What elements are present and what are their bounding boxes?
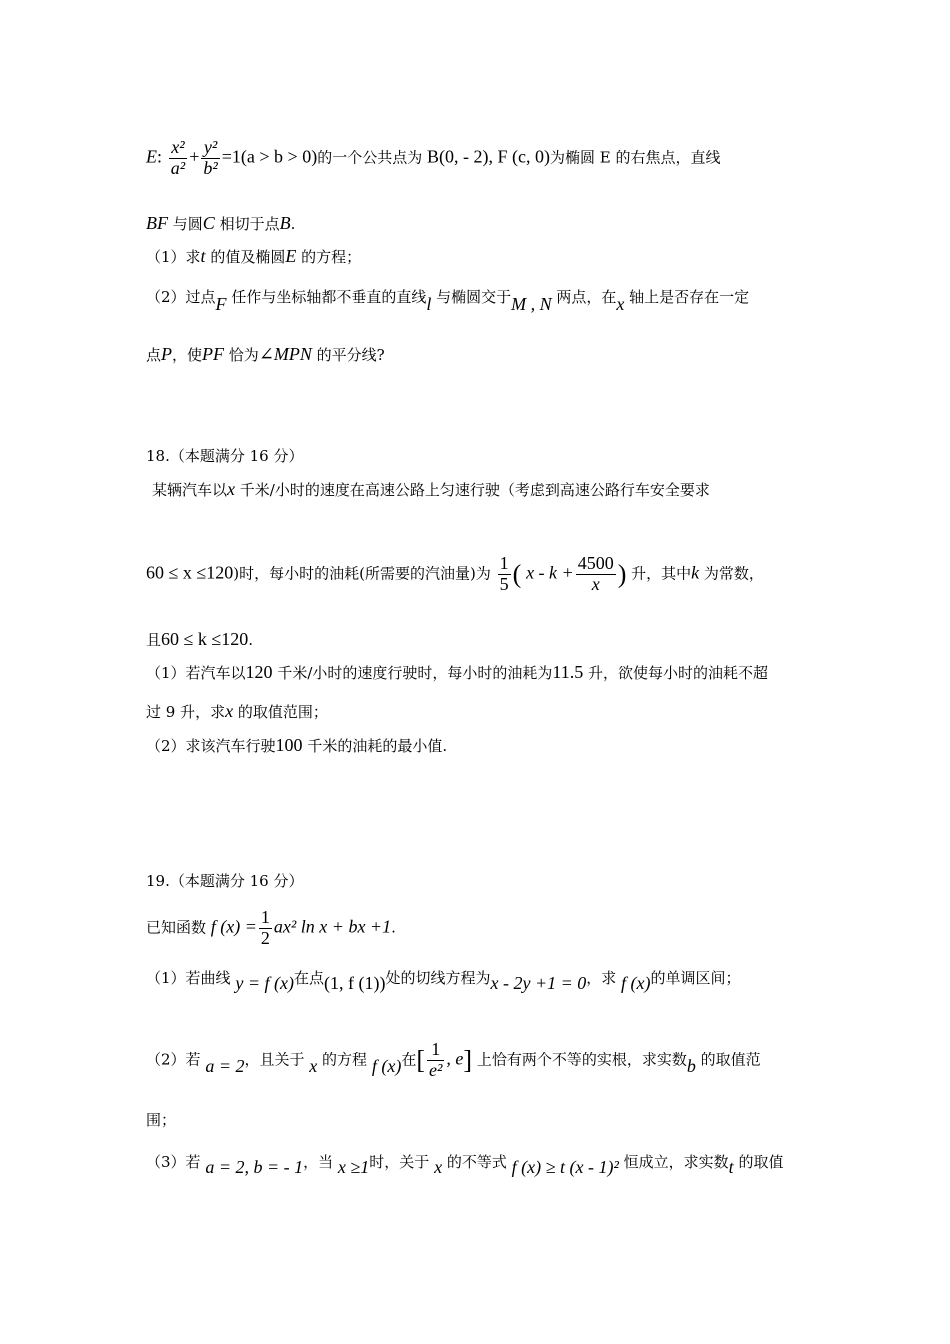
math-text: x - k + (526, 562, 574, 583)
question-19-heading: 19.（本题满分 16 分） (146, 872, 304, 890)
math-text: 11.5 (552, 662, 584, 682)
body-text: 千米/小时的速度在高速公路上匀速行驶（考虑到高速公路行车安全要求 (235, 481, 710, 499)
fraction (498, 554, 511, 595)
math-text: : (157, 146, 163, 167)
math-text: BF (146, 213, 168, 233)
text-line (146, 214, 295, 232)
fraction (201, 138, 219, 179)
body-text: 时，关于 (369, 1153, 430, 1171)
math-text: f (x) = (210, 916, 257, 937)
math-text: x (309, 1056, 318, 1077)
math-text: l (426, 294, 432, 314)
denominator: 5 (499, 573, 509, 594)
math-text: x (434, 1157, 443, 1177)
math-text: M , N (511, 294, 552, 314)
body-text: 两点，在 (551, 288, 617, 306)
body-text: 恰为 (224, 346, 259, 364)
body-text: 升，欲使每小时的油耗不超 (583, 664, 768, 682)
body-text: 升，其中 (626, 564, 692, 583)
text-line (146, 702, 328, 720)
text-line (146, 1040, 761, 1081)
body-text: . (290, 215, 296, 233)
text-line (146, 554, 764, 595)
body-text: （1）求 (146, 248, 201, 266)
math-text: k (691, 562, 700, 583)
numerator: 1 (427, 1040, 444, 1061)
body-text: ，求 (586, 969, 617, 987)
text-line (146, 736, 447, 754)
body-text: 轴上是否存在一定 (624, 288, 750, 306)
text-line (146, 345, 385, 363)
body-text: . (248, 631, 254, 649)
body-text: 与椭圆交于 (431, 288, 512, 306)
body-text: （2）过点 (146, 288, 216, 306)
text-line (146, 1152, 784, 1177)
text-line (146, 630, 253, 648)
denominator: 2 (260, 927, 270, 948)
body-text: 与圆 (168, 215, 203, 233)
body-text: ，使 (172, 346, 203, 364)
body-text: 的值及椭圆 (205, 248, 286, 266)
math-text: B (279, 213, 291, 233)
math-text: a = 2 (205, 1056, 245, 1077)
body-text: 在点 (293, 969, 324, 987)
math-text: x - 2y +1 = 0 (490, 973, 587, 993)
body-text: ，且关于 (244, 1050, 305, 1069)
body-text: 的一个公共点为 (317, 148, 423, 167)
math-text: =1(a > b > 0) (221, 146, 318, 167)
math-text: 60 ≤ k ≤120 (161, 629, 249, 649)
numerator: y² (201, 138, 219, 159)
math-text: (1, f (1)) (323, 973, 386, 993)
math-text: f (x) (371, 1056, 402, 1077)
body-text: （1）若汽车以 (146, 664, 246, 682)
numerator: 1 (260, 907, 270, 927)
math-text: + (189, 146, 200, 167)
math-text: [ (416, 1045, 426, 1075)
body-text: 的方程； (296, 248, 362, 266)
math-text: f (x) (621, 973, 651, 993)
math-text: ) (617, 559, 627, 589)
math-text: F (215, 294, 227, 314)
body-text: )时，每小时的油耗(所需要的汽油量)为 (233, 564, 491, 583)
fraction (169, 138, 187, 179)
math-text: t (200, 246, 206, 266)
math-text: y = f (x) (235, 973, 294, 993)
body-text: 且 (146, 631, 162, 649)
numerator: x² (169, 138, 187, 159)
body-text: 处的切线方程为 (385, 969, 491, 987)
body-text: （3）若 (146, 1153, 201, 1171)
numerator: 1 (499, 553, 509, 573)
math-text: 100 (275, 735, 303, 755)
body-text: 的方程 (317, 1050, 368, 1069)
text-line (146, 968, 741, 993)
text-line: 围； (146, 1111, 177, 1129)
math-text: ] (463, 1045, 473, 1075)
body-text: （2）求该汽车行驶 (146, 737, 276, 755)
body-text: 的取值范 (695, 1050, 761, 1069)
body-text: 恒成立，求实数 (618, 1153, 729, 1171)
ellipse-definition-line (146, 138, 720, 179)
body-text: （1）若曲线 (146, 969, 231, 987)
body-text: 的平分线? (311, 346, 385, 364)
math-text: , e (446, 1048, 464, 1069)
math-text: ∠MPN (258, 344, 312, 364)
math-text: C (202, 213, 215, 233)
math-text: PF (202, 344, 225, 364)
math-text: ax² ln x + bx +1 (273, 916, 392, 937)
body-text: 千米/小时的速度行驶时，每小时的油耗为 (272, 664, 553, 682)
text-line (146, 663, 768, 681)
text-line (146, 287, 750, 314)
math-text: x (227, 479, 236, 499)
math-text: b (686, 1056, 696, 1077)
math-text: x ≥1 (337, 1157, 370, 1177)
math-text: E (285, 246, 297, 266)
body-text: 在 (401, 1050, 417, 1069)
body-text: 已知函数 (146, 918, 207, 937)
math-text: x (225, 701, 234, 721)
body-text: 的取值范围； (233, 703, 328, 721)
body-text: 上恰有两个不等的实根，求实数 (472, 1050, 687, 1069)
math-text: B(0, - 2), F (c, 0) (427, 146, 550, 167)
denominator: b² (203, 157, 218, 178)
body-text: 为椭圆 E 的右焦点，直线 (549, 148, 721, 167)
body-text: 为常数， (699, 564, 764, 583)
math-text: P (161, 344, 173, 364)
denominator: x (591, 573, 600, 594)
question-18-heading: 18.（本题满分 16 分） (146, 447, 304, 465)
body-text: 点 (146, 346, 162, 364)
body-text: 任作与坐标轴都不垂直的直线 (226, 288, 427, 306)
denominator: e² (429, 1059, 443, 1080)
math-text: f (x) ≥ t (x - 1)² (511, 1157, 619, 1177)
math-text: ( (512, 559, 522, 589)
body-text: . (391, 918, 396, 937)
math-text: a = 2, b = - 1 (205, 1157, 304, 1177)
text-line (152, 480, 710, 498)
body-text: 某辆汽车以 (152, 481, 228, 499)
math-text: E (146, 146, 157, 167)
body-text: 的不等式 (442, 1153, 507, 1171)
body-text: 的取值 (733, 1153, 784, 1171)
math-text: 60 ≤ x ≤120 (146, 562, 234, 583)
text-line (146, 908, 396, 949)
text-line (146, 247, 361, 265)
denominator: a² (170, 157, 186, 178)
math-text: t (728, 1157, 734, 1177)
math-text: x (616, 294, 625, 314)
body-text: 的单调区间； (650, 969, 741, 987)
fraction (259, 908, 272, 949)
fraction (576, 554, 616, 595)
body-text: 相切于点 (214, 215, 280, 233)
body-text: ，当 (303, 1153, 334, 1171)
body-text: 千米的油耗的最小值. (302, 737, 448, 755)
body-text: （2）若 (146, 1050, 201, 1069)
math-text: 120 (245, 662, 273, 682)
numerator: 4500 (577, 553, 614, 573)
fraction (427, 1040, 444, 1081)
body-text: 过 9 升，求 (146, 703, 226, 721)
